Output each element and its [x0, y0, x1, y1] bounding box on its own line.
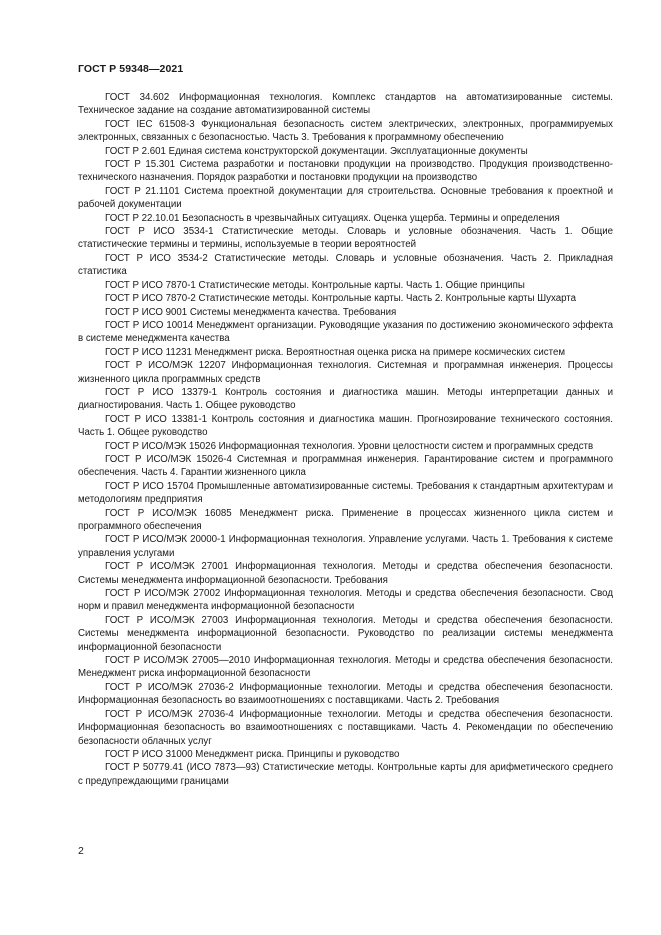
reference-entry: ГОСТ Р ИСО 9001 Системы менеджмента качества. Требования [105, 306, 397, 318]
reference-entry: ГОСТ Р ИСО/МЭК 15026 Информационная технология. Уровни целостности систем и программных средств [105, 440, 594, 452]
reference-entry: ГОСТ 34.602 Информационная технология. Комплекс стандартов на автоматизированные системы. Техническое задание на создание автоматизированной системы [78, 92, 613, 117]
reference-entry: ГОСТ Р 22.10.01 Безопасность в чрезвычайных ситуациях. Оценка ущерба. Термины и определения [105, 212, 560, 224]
reference-entry: ГОСТ Р ИСО/МЭК 27002 Информационная технология. Методы и средства обеспечения безопасности. Свод норм и правил менеджмента информационной безопасности [78, 588, 613, 613]
reference-entry: ГОСТ Р ИСО 3534-1 Статистические методы. Словарь и условные обозначения. Часть 1. Общие статистические термины и термины, используемые в теории вероятностей [78, 226, 613, 251]
reference-entry: ГОСТ Р ИСО 13379-1 Контроль состояния и диагностика машин. Методы интерпретации данных и диагностирования. Часть 1. Общее руководство [78, 386, 613, 412]
reference-entry: ГОСТ Р 2.601 Единая система конструкторской документации. Эксплуатационные документы [105, 145, 528, 157]
reference-entry: ГОСТ Р ИСО/МЭК 27001 Информационная технология. Методы и средства обеспечения безопасности. Системы менеджмента информационной безопасности. Требования [78, 561, 613, 586]
reference-entry: ГОСТ Р ИСО 31000 Менеджмент риска. Принципы и руководство [105, 748, 400, 760]
reference-entry: ГОСТ Р ИСО 15704 Промышленные автоматизированные системы. Требования к стандартным архитектурам и методологиям предприятия [78, 480, 613, 506]
reference-entry: ГОСТ Р ИСО 7870-1 Статистические методы. Контрольные карты. Часть 1. Общие принципы [105, 279, 525, 291]
reference-entry: ГОСТ Р ИСО 7870-2 Статистические методы. Контрольные карты. Часть 2. Контрольные карты Шухарта [105, 293, 576, 305]
reference-entry: ГОСТ Р ИСО 11231 Менеджмент риска. Вероятностная оценка риска на примере космических систем [105, 346, 566, 358]
reference-entry: ГОСТ Р 50779.41 (ИСО 7873—93) Статистические методы. Контрольные карты для арифметического среднего с предупреждающими границами [78, 762, 613, 787]
reference-entry: ГОСТ Р ИСО 3534-2 Статистические методы. Словарь и условные обозначения. Часть 2. Прикладная статистика [78, 252, 613, 278]
reference-entry: ГОСТ Р 21.1101 Система проектной документации для строительства. Основные требования к проектной и рабочей документации [78, 185, 613, 211]
reference-entry: ГОСТ Р ИСО/МЭК 15026-4 Системная и программная инженерия. Гарантирование систем и программного обеспечения. Часть 4. Гарантии жизненного цикла [78, 453, 613, 479]
reference-entry: ГОСТ Р ИСО/МЭК 20000-1 Информационная технология. Управление услугами. Часть 1. Требования к системе управления услугами [78, 534, 613, 559]
normative-references-list [78, 91, 613, 788]
reference-entry: ГОСТ Р ИСО 13381-1 Контроль состояния и диагностика машин. Прогнозирование технического состояния. Часть 1. Общее руководство [78, 413, 613, 439]
reference-entry: ГОСТ Р ИСО/МЭК 12207 Информационная технология. Системная и программная инженерия. Процессы жизненного цикла программных средств [78, 360, 613, 385]
reference-entry: ГОСТ Р ИСО/МЭК 27036-2 Информационные технологии. Методы и средства обеспечения безопасности. Информационная безопасность во взаимоотношениях с поставщиками. Часть 2. Требования [78, 681, 613, 707]
reference-entry: ГОСТ Р ИСО/МЭК 27036-4 Информационные технологии. Методы и средства обеспечения безопасности. Информационная безопасность во взаимоотношениях с поставщиками. Часть 4. Рекомендации по обеспечению безопасности облачных услуг [78, 708, 613, 747]
document-header: ГОСТ Р 59348—2021 [78, 63, 184, 75]
reference-entry: ГОСТ Р ИСО/МЭК 16085 Менеджмент риска. Применение в процессах жизненного цикла систем и программного обеспечения [78, 507, 613, 532]
reference-entry: ГОСТ Р 15.301 Система разработки и постановки продукции на производство. Продукция производственно-технического назначения. Порядок разработки и постановки продукции на производство [78, 159, 613, 184]
page-number: 2 [78, 845, 84, 857]
reference-entry: ГОСТ IEC 61508-3 Функциональная безопасность систем электрических, электронных, программируемых электронных, связанных с безопасностью. Часть 3. Требования к программному обеспечению [78, 118, 613, 144]
reference-entry: ГОСТ Р ИСО/МЭК 27005—2010 Информационная технология. Методы и средства обеспечения безопасности. Менеджмент риска информационной безопасности [78, 655, 613, 680]
reference-entry: ГОСТ Р ИСО/МЭК 27003 Информационная технология. Методы и средства обеспечения безопасности. Системы менеджмента информационной безопасности. Руководство по реализации системы менеджмента информационной безопасности [78, 614, 613, 653]
reference-entry: ГОСТ Р ИСО 10014 Менеджмент организации. Руководящие указания по достижению экономического эффекта в системе менеджмента качества [78, 319, 613, 345]
